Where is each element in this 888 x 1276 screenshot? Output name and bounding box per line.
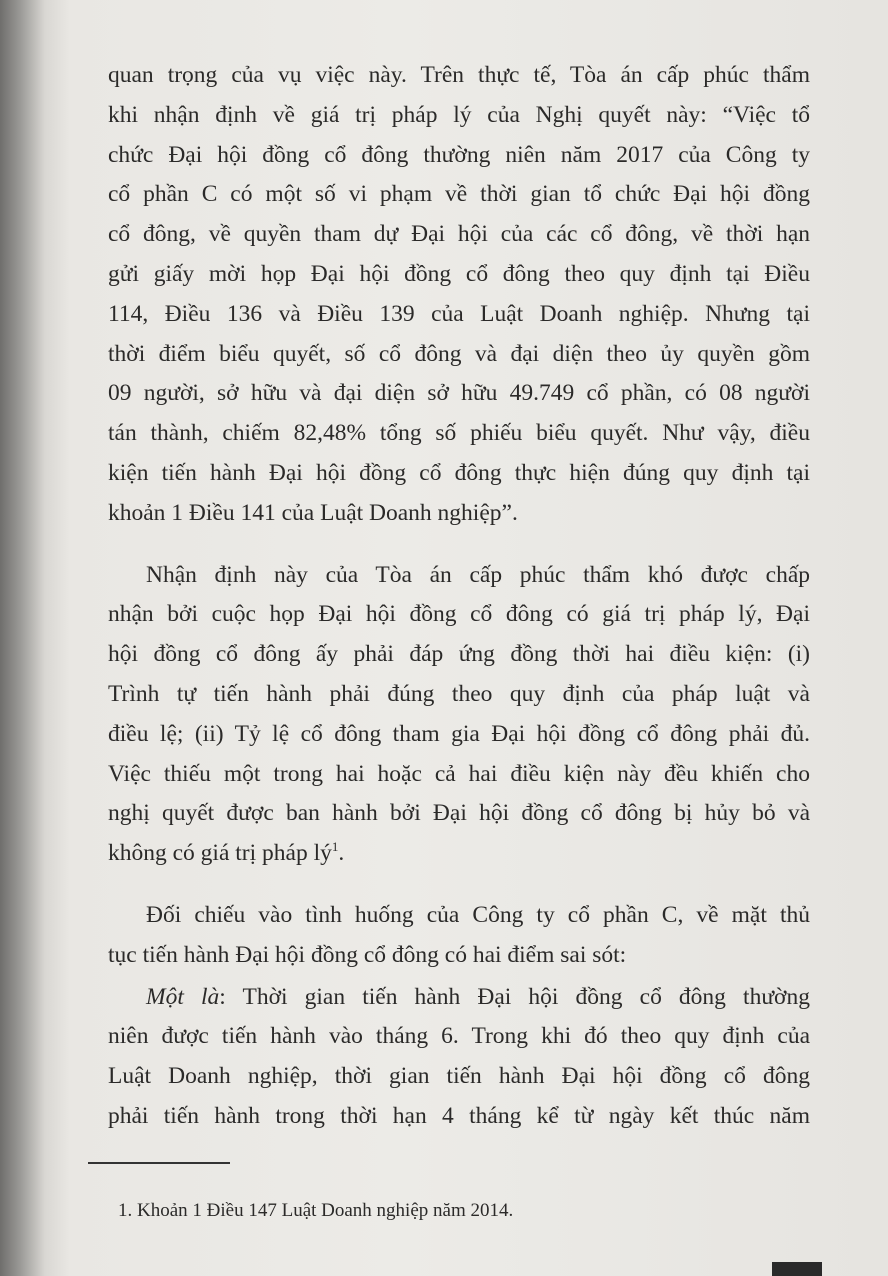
- text-line: quan trọng của vụ việc này. Trên thực tế, Tòa án cấp phúc thẩm: [108, 62, 810, 88]
- text-line: nghị quyết được ban hành bởi Đại hội đồng cổ đông bị hủy bỏ và: [108, 800, 810, 827]
- paragraph-1: [108, 56, 810, 534]
- period: .: [338, 840, 345, 867]
- text-line: Nhận định này của Tòa án cấp phúc thẩm khó được chấp: [146, 561, 810, 588]
- text-line: Đối chiếu vào tình huống của Công ty cổ phần C, về mặt thủ: [146, 901, 810, 928]
- text-line: niên được tiến hành vào tháng 6. Trong khi đó theo quy định của: [108, 1023, 810, 1050]
- text-line: [108, 834, 810, 874]
- text-line: tục tiến hành Đại hội đồng cổ đông có hai điểm sai sót:: [108, 941, 627, 968]
- text-span: không có giá trị pháp lý: [108, 840, 332, 867]
- text-line: tán thành, chiếm 82,48% tổng số phiếu biểu quyết. Như vậy, điều: [108, 420, 810, 447]
- text-line: điều lệ; (ii) Tỷ lệ cổ đông tham gia Đại hội đồng cổ đông phải đủ.: [108, 720, 810, 747]
- text-line: 09 người, sở hữu và đại diện sở hữu 49.749 cổ phần, có 08 người: [108, 380, 810, 407]
- text-line: phải tiến hành trong thời hạn 4 tháng kể từ ngày kết thúc năm: [108, 1102, 810, 1129]
- text-line: khi nhận định về giá trị pháp lý của Nghị quyết này: “Việc tổ: [108, 101, 810, 128]
- text-line: cổ đông, về quyền tham dự Đại hội của các cổ đông, về thời hạn: [108, 221, 810, 248]
- italic-lead: Một là: [146, 983, 220, 1010]
- text-line: kiện tiến hành Đại hội đồng cổ đông thực hiện đúng quy định tại: [108, 459, 810, 486]
- footnote-divider: [88, 1162, 230, 1164]
- page-edge-tab: [772, 1262, 822, 1276]
- text-line: [108, 978, 810, 1018]
- text-line: Luật Doanh nghiệp, thời gian tiến hành Đại hội đồng cổ đông: [108, 1063, 810, 1090]
- text-line: thời điểm biểu quyết, số cổ đông và đại diện theo ủy quyền gồm: [108, 340, 810, 367]
- footnote: 1. Khoản 1 Điều 147 Luật Doanh nghiệp năm 2014.: [118, 1200, 514, 1221]
- text-line: khoản 1 Điều 141 của Luật Doanh nghiệp”.: [108, 499, 518, 526]
- paragraph-3: [108, 896, 810, 976]
- text-line: gửi giấy mời họp Đại hội đồng cổ đông theo quy định tại Điều: [108, 260, 810, 287]
- page-body: [108, 56, 810, 1159]
- text-span: : Thời gian tiến hành Đại hội đồng cổ đông thường: [219, 983, 810, 1010]
- text-line: Việc thiếu một trong hai hoặc cả hai điều kiện này đều khiến cho: [108, 760, 810, 787]
- paragraph-4: [108, 978, 810, 1137]
- paragraph-2: [108, 556, 810, 874]
- text-line: nhận bởi cuộc họp Đại hội đồng cổ đông có giá trị pháp lý, Đại: [108, 601, 810, 628]
- text-line: hội đồng cổ đông ấy phải đáp ứng đồng thời hai điều kiện: (i): [108, 641, 810, 668]
- footnote-ref[interactable]: 1: [331, 839, 339, 855]
- text-line: chức Đại hội đồng cổ đông thường niên năm 2017 của Công ty: [108, 141, 810, 168]
- text-line: cổ phần C có một số vi phạm về thời gian tổ chức Đại hội đồng: [108, 181, 810, 208]
- text-line: Trình tự tiến hành phải đúng theo quy định của pháp luật và: [108, 680, 810, 707]
- text-line: 114, Điều 136 và Điều 139 của Luật Doanh nghiệp. Nhưng tại: [108, 300, 810, 327]
